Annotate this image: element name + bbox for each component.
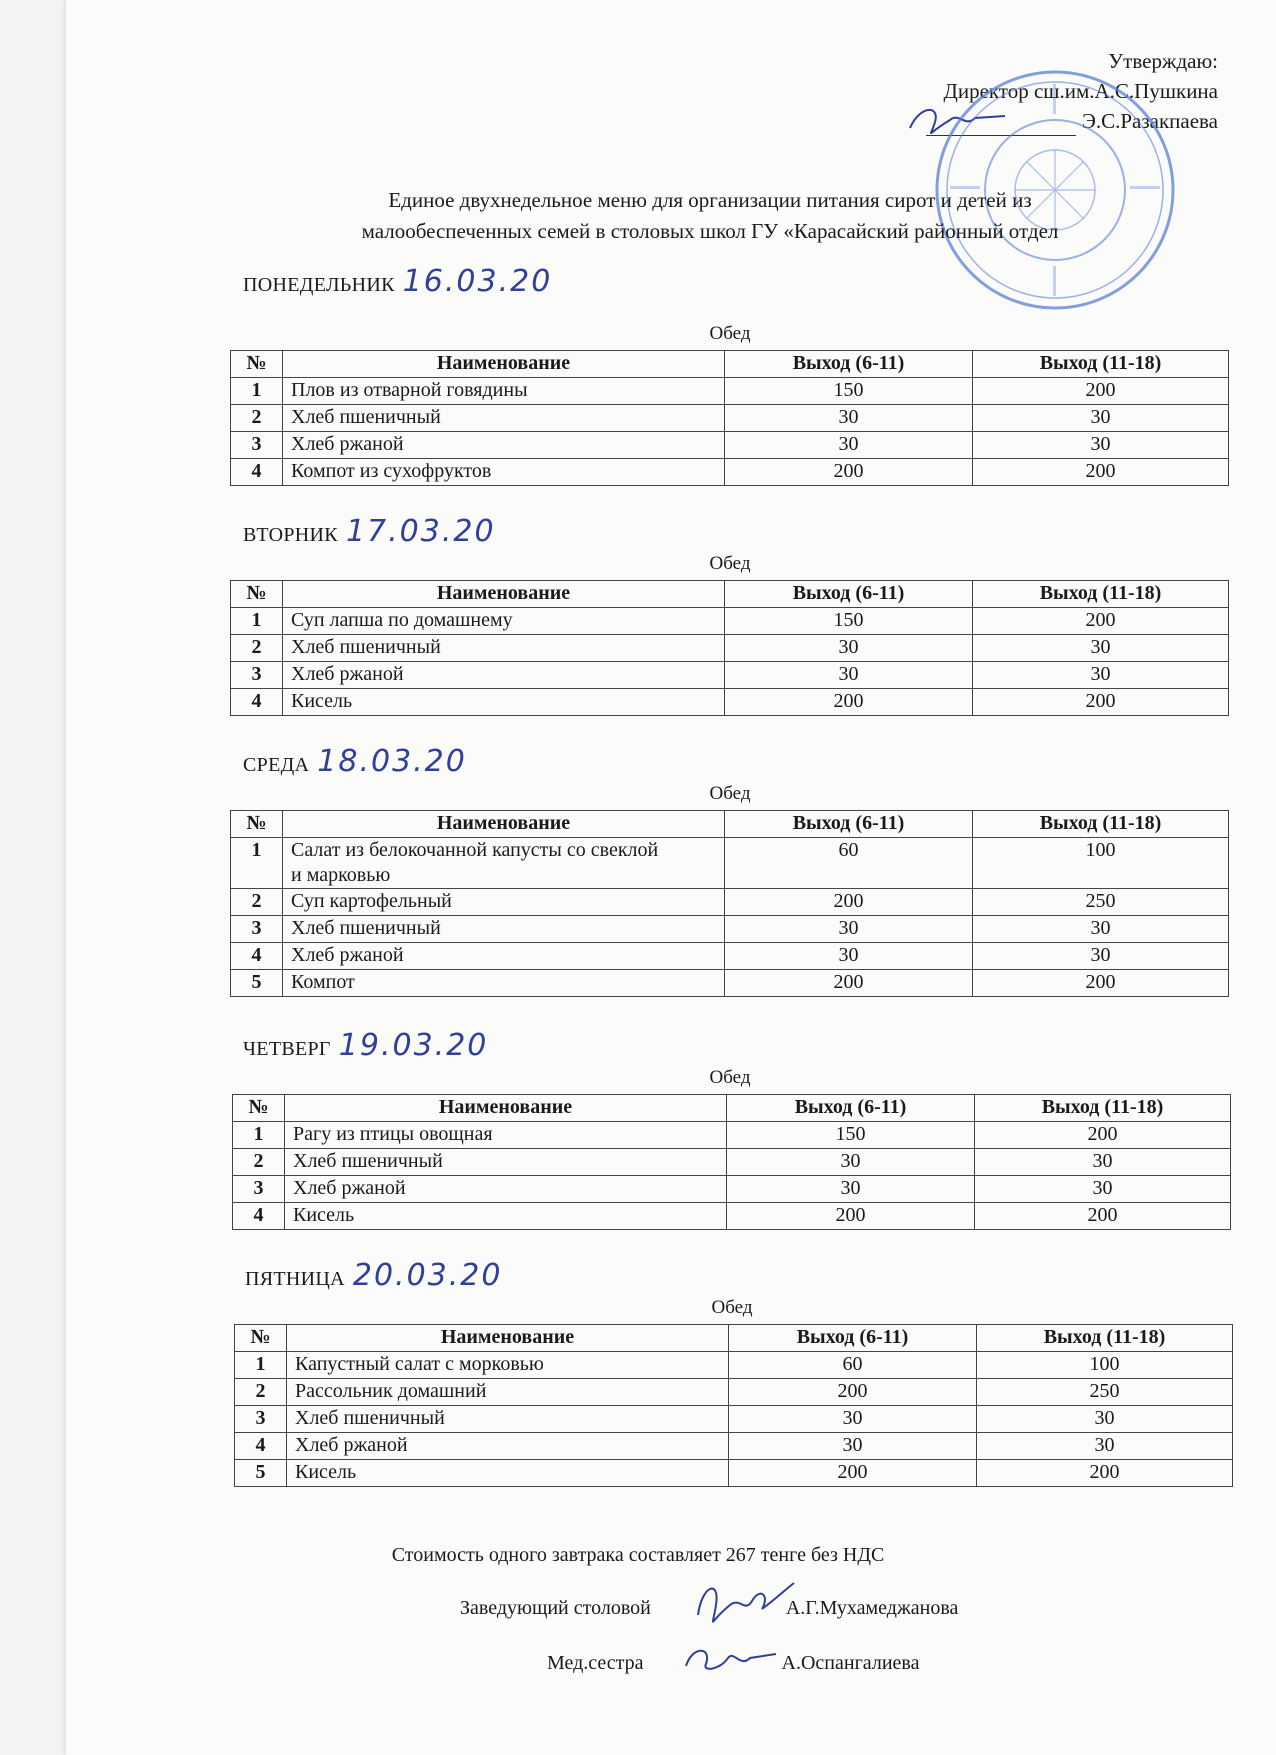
title-line-1: Единое двухнедельное меню для организации питания сирот и детей из xyxy=(388,188,1032,212)
table-row: 1 Рагу из птицы овощная 150 200 xyxy=(233,1122,1231,1149)
table-row: 3 Хлеб пшеничный 30 30 xyxy=(235,1406,1233,1433)
menu-table-thursday xyxy=(232,1094,1231,1230)
title-line-2: малообеспеченных семей в столовых школ ГУ «Карасайский районный отдел xyxy=(361,219,1059,243)
table-row: 3 Хлеб ржаной 30 30 xyxy=(231,432,1229,459)
table-row: 1 Плов из отварной говядины 150 200 xyxy=(231,378,1229,405)
day-name: СРЕДА xyxy=(243,754,310,776)
meal-label: Обед xyxy=(709,783,751,804)
table-row: 4 Хлеб ржаной 30 30 xyxy=(235,1433,1233,1460)
handwritten-date: 20.03.20 xyxy=(352,1258,503,1293)
approve-label: Утверждаю: xyxy=(1108,49,1218,73)
table-row: 1 Суп лапша по домашнему 150 200 xyxy=(231,608,1229,635)
head-signature xyxy=(690,1575,800,1627)
table-row: 2 Хлеб пшеничный 30 30 xyxy=(233,1149,1231,1176)
col-num: № xyxy=(231,351,283,378)
day-heading-monday xyxy=(243,264,552,299)
table-row: 4 Компот из сухофруктов 200 200 xyxy=(231,459,1229,486)
meal-label: Обед xyxy=(711,1297,753,1318)
day-name: ВТОРНИК xyxy=(243,524,338,546)
meal-label: Обед xyxy=(709,1067,751,1088)
cost-note: Стоимость одного завтрака составляет 267 тенге без НДС xyxy=(391,1544,885,1566)
document-title xyxy=(250,185,1170,247)
table-row: 2 Суп картофельный 200 250 xyxy=(231,889,1229,916)
menu-table-monday xyxy=(230,350,1229,486)
menu-table-friday xyxy=(234,1324,1233,1487)
table-header-row xyxy=(231,351,1229,378)
nurse-title: Мед.сестра xyxy=(547,1652,644,1674)
day-name: ПОНЕДЕЛЬНИК xyxy=(243,274,395,296)
table-row: 3 Хлеб ржаной 30 30 xyxy=(233,1176,1231,1203)
table-row: 4 Кисель 200 200 xyxy=(231,689,1229,716)
table-row: 1 Салат из белокочанной капусты со свеклой и марковью 60 100 xyxy=(231,838,1229,889)
nurse-signature xyxy=(680,1640,780,1680)
table-row: 2 Хлеб пшеничный 30 30 xyxy=(231,405,1229,432)
col-out2: Выход (11-18) xyxy=(973,351,1229,378)
table-row: 3 Хлеб ржаной 30 30 xyxy=(231,662,1229,689)
table-row: 2 Хлеб пшеничный 30 30 xyxy=(231,635,1229,662)
menu-table-tuesday xyxy=(230,580,1229,716)
head-name: А.Г.Мухамеджанова xyxy=(785,1597,959,1619)
table-header-row: № Наименование Выход (6-11) Выход (11-18) xyxy=(233,1095,1231,1122)
menu-table-wednesday xyxy=(230,810,1229,997)
director-name: Э.С.Разакпаева xyxy=(1081,109,1218,133)
handwritten-date: 18.03.20 xyxy=(317,744,467,779)
table-row: 5 Компот 200 200 xyxy=(231,970,1229,997)
handwritten-date: 16.03.20 xyxy=(402,264,553,299)
table-row: 2 Рассольник домашний 200 250 xyxy=(235,1379,1233,1406)
meal-label: Обед xyxy=(709,323,751,344)
day-heading-thursday xyxy=(243,1028,488,1063)
handwritten-date: 17.03.20 xyxy=(345,514,496,549)
nurse-name: А.Оспангалиева xyxy=(781,1652,920,1674)
table-row: 4 Хлеб ржаной 30 30 xyxy=(231,943,1229,970)
day-name: ПЯТНИЦА xyxy=(245,1268,345,1290)
col-name: Наименование xyxy=(283,351,725,378)
table-header-row: № Наименование Выход (6-11) Выход (11-18) xyxy=(231,811,1229,838)
table-row: 1 Капустный салат с морковью 60 100 xyxy=(235,1352,1233,1379)
table-header-row: № Наименование Выход (6-11) Выход (11-18) xyxy=(235,1325,1233,1352)
table-row: 5 Кисель 200 200 xyxy=(235,1460,1233,1487)
day-heading-wednesday xyxy=(243,744,467,779)
day-heading-tuesday xyxy=(243,514,496,549)
handwritten-date: 19.03.20 xyxy=(338,1028,489,1063)
table-header-row: № Наименование Выход (6-11) Выход (11-18) xyxy=(231,581,1229,608)
day-heading-friday xyxy=(245,1258,502,1293)
day-name: ЧЕТВЕРГ xyxy=(243,1038,331,1060)
director-title: Директор сш.им.А.С.Пушкина xyxy=(943,79,1218,103)
meal-label: Обед xyxy=(709,553,751,574)
head-title: Заведующий столовой xyxy=(460,1597,651,1619)
table-row: 4 Кисель 200 200 xyxy=(233,1203,1231,1230)
col-out1: Выход (6-11) xyxy=(725,351,973,378)
table-row: 3 Хлеб пшеничный 30 30 xyxy=(231,916,1229,943)
